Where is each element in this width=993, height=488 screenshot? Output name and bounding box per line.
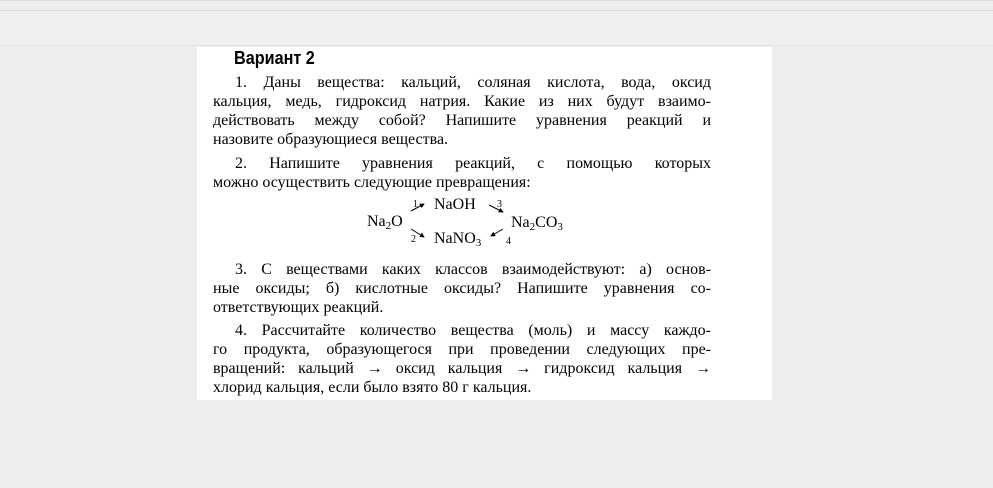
formula-nano3: NaNO$_3$ — [434, 230, 482, 249]
step-number-1: 1 — [413, 199, 418, 210]
formula-na2o: $Na_2O$ — [367, 213, 403, 232]
task-1-line: назовите образующиеся вещества. — [213, 131, 449, 148]
task-3-line: 3. С веществами каких классов взаимодействуют: а) основ- — [235, 261, 711, 278]
step-number-2: 2 — [411, 234, 416, 245]
task-3-line: ответствующих реакций. — [213, 299, 384, 316]
task-3 — [213, 260, 711, 317]
formula-naoh: NaOH — [434, 196, 476, 213]
task-1-line: действовать между собой? Напишите уравнения реакций и — [213, 112, 711, 129]
task-1-line: 1. Даны вещества: кальций, соляная кислота, вода, оксид — [235, 74, 711, 91]
task-3-line: ные оксиды; б) кислотные оксиды? Напишите уравнения со- — [213, 280, 711, 297]
task-4-line: го продукта, образующегося при проведении следующих пре- — [213, 341, 711, 358]
task-4-line: вращений: кальций → оксид кальция → гидроксид кальция → — [213, 360, 711, 377]
step-number-4: 4 — [506, 236, 511, 247]
task-4-line: хлорид кальция, если было взято 80 г кальция. — [213, 379, 532, 396]
task-2-line: можно осуществить следующие превращения: — [213, 174, 531, 191]
arrow-4 — [491, 229, 503, 236]
document-page — [197, 47, 772, 400]
task-1-line: кальция, медь, гидроксид натрия. Какие из них будут взаимо- — [213, 93, 711, 110]
task-2-line: 2. Напишите уравнения реакций, с помощью которых — [235, 155, 711, 172]
reaction-scheme — [367, 195, 597, 251]
task-1 — [213, 73, 711, 149]
variant-title: Вариант 2 — [234, 48, 315, 68]
step-number-3: 3 — [497, 199, 502, 210]
toolbar-bar — [0, 0, 993, 46]
task-4 — [213, 321, 711, 397]
task-4-line: 4. Рассчитайте количество вещества (моль) и массу каждо- — [235, 322, 711, 339]
formula-na2co3: $Na_2CO_3$ — [511, 214, 563, 233]
task-2 — [213, 154, 711, 192]
